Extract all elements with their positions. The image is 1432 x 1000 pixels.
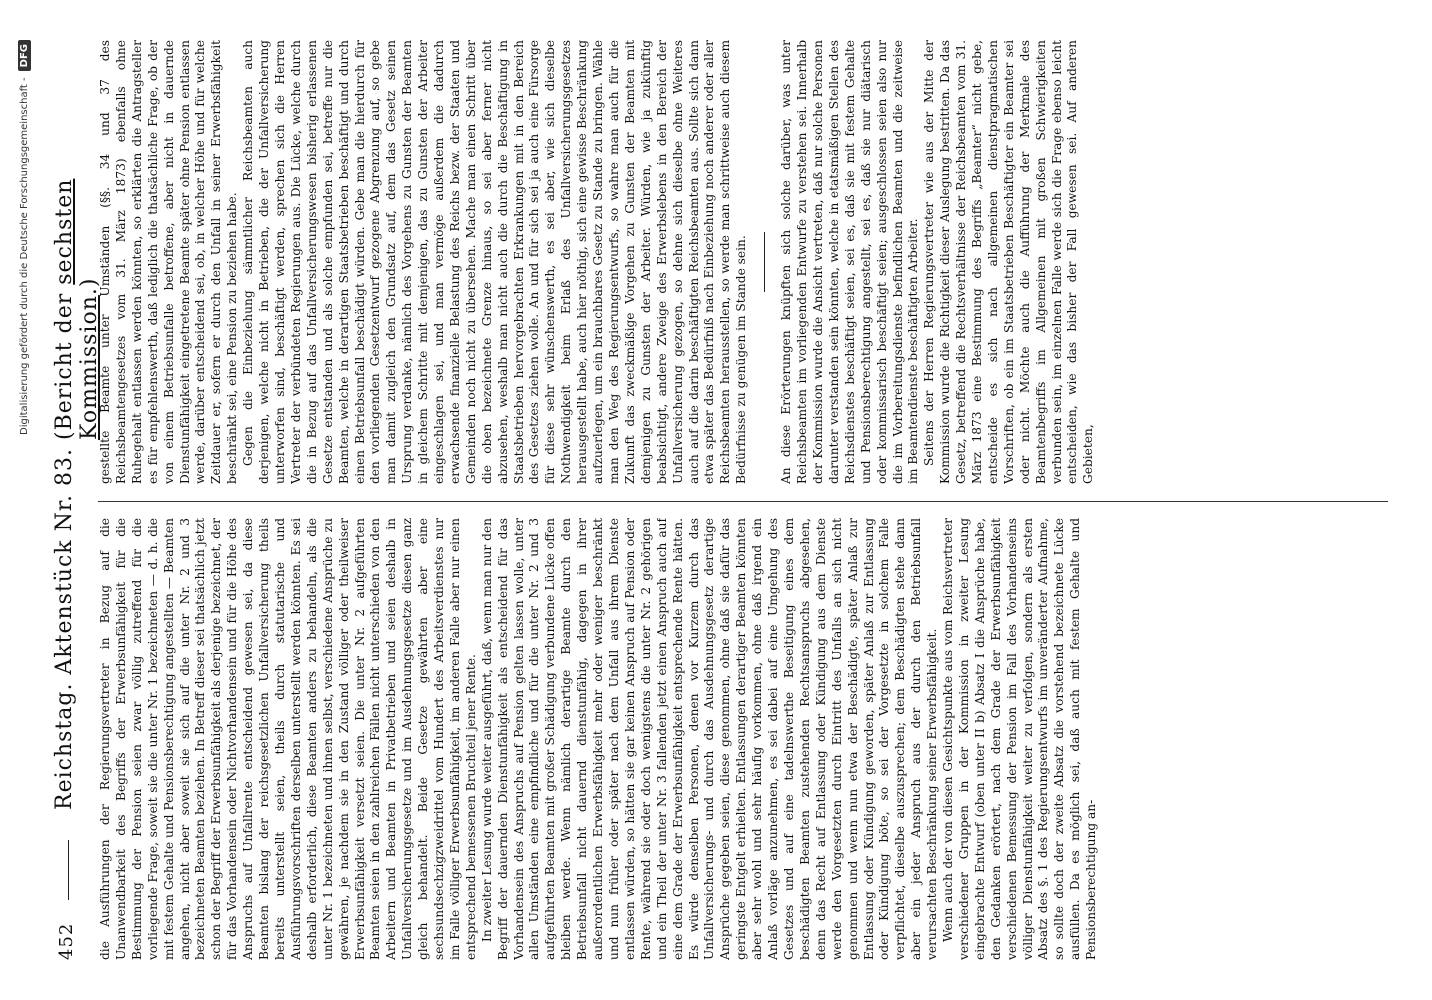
- document-reference: Reichstag. Aktenstück Nr. 83.: [52, 448, 77, 810]
- paragraph: die Ausführungen der Regierungsvertreter in Bezug auf die Unanwendbarkeit des Begriffs der Erwerbsunfähigkeit für die Bestimmung der Pension seien zwar völlig zutreffend für die vorliegende Frage, soweit sie die unter Nr. 1 bezeichneten — d. h. die mit festem Gehalte und Pensionsberechtigung angestellten — Beamten angehen, nicht aber soweit sie sich auf die unter Nr. 2 und 3 bezeichneten Beamten beziehen. In Betreff dieser sei thatsächlich jetzt schon der Begriff der Erwerbsunfähigkeit als derjenige bezeichnet, der für das Vorhandensein oder Nichtvorhandensein und für die Höhe des Anspruchs auf Unfallrente entscheidend gewesen sei, da diese Beamten bislang der reichsgesetzlichen Unfallversicherung theils bereits unterstellt seien, theils durch statutarische und Ausführungsvorschriften derselben unterstellt werden könnten. Es sei deshalb erforderlich, diese Beamten anders zu behandeln, als die unter Nr. 1 bezeichneten und ihnen selbst, verschiedene Ansprüche zu gewähren, je nachdem sie in den Zustand völliger oder theilweiser Erwerbsunfähigkeit versetzt seien. Die unter Nr. 2 aufgeführten Beamten seien in den zahlreichen Fällen nicht unterschieden von den Arbeitern und Beamten in Privatbetrieben und seien deshalb in Unfallversicherungsgesetze und im Ausdehnungsgesetze diesen ganz gleich behandelt. Beide Gesetze gewährten aber eine sechsundsechzigzweidrittel vom Hundert des Arbeitsverdienstes nur im Falle völliger Erwerbsunfähigkeit, im anderen Falle aber nur einen entsprechend bemessenen Bruchteil jener Rente.: [98, 518, 478, 960]
- paragraph: gestellte Beamte unter Umständen (§§. 34 und 37 des Reichsbeamtengesetzes vom 31. März 1873) ebenfalls ohne Ruhegehalt entlassen werden könnten, so erklärten die Antragsteller es für empfehlenswerth, daß lediglich die thatsächliche Frage, ob der von einem Betriebsunfalle betroffene, aber nicht in dauernde Dienstunfähigkeit eingetretene Beamte später ohne Pension entlassen werde, darüber entscheidend sei, ob, in welcher Höhe und für welche Zeitdauer er, sofern er durch den Unfall in seiner Erwerbsfähigkeit beschränkt sei, eine Pension zu beziehen habe.: [98, 40, 240, 484]
- report-title-prefix: (Bericht der: [52, 284, 77, 440]
- page-number: 452: [56, 922, 77, 960]
- paragraph: Gegen die Einbeziehung sämmtlicher Reichsbeamten auch derjenigen, welche nicht in Betrieben, die der Unfallversicherung unterworfen sind, beschäftigt werden, sprechen sich die Herren Vertreter der verbündeten Regierungen aus. Die Lücke, welche durch die in Bezug auf das Unfallversicherungswesen bisherig erlassenen Gesetze entstanden und als solche empfunden sei, betreffe nur die Beamten, welche in derartigen Staatsbetrieben beschäftigt und durch einen Betriebsunfall beschädigt würden. Gebe man die hierdurch für den vorliegenden Gesetzentwurf gezogene Abgrenzung auf, so gebe man damit zugleich den Grundsatz auf, dem das Gesetz seinen Ursprung verdanke, nämlich des Vorgehens zu Gunsten der Beamten in gleichem Schritte mit demjenigen, das zu Gunsten der Arbeiter eingeschlagen sei, und man vermöge außerdem die dadurch erwachsende finanzielle Belastung des Reichs bezw. der Staaten und Gemeinden noch nicht zu übersehen. Mache man einen Schritt über die oben bezeichnete Grenze hinaus, so sei aber ferner nicht abzusehen, weshalb man nicht auch die durch die Beschäftigung in Staatsbetrieben hervorgebrachten Erkrankungen mit in den Bereich des Gesetzes ziehen wolle. An und für sich sei ja auch eine Fürsorge für diese sehr wünschenswerth, es sei aber, wie sich dieselbe Nothwendigkeit beim Erlaß des Unfallversicherungsgesetzes herausgestellt habe, auch hier nöthig, sich eine gewisse Beschränkung aufzuerlegen, um ein brauchbares Gesetz zu Stande zu bringen. Wähle man den Weg des Regierungsentwurfs, so wahre man auch für die Zukunft das zweckmäßige Vorgehen zu Gunsten der Beamten mit demjenigen zu Gunsten der Arbeiter. Würden, wie ja zukünftig beabsichtigt, andere Zweige des Erwerbslebens in den Bereich der Unfallversicherung gezogen, so dehne sich dieselbe ohne Weiteres auch auf die darin beschäftigten Reichsbeamten aus. Sollte sich dann etwa später das Bedürfniß nach Einbeziehung noch anderer oder aller Reichsbeamten herausstellen, so werde man schrittweise auch diesem Bedürfnisse zu genügen im Stande sein.: [241, 40, 749, 484]
- header-rule: [68, 840, 69, 900]
- right-text-column: [98, 40, 1388, 484]
- page-header: [46, 40, 102, 960]
- paragraph: Seitens der Herren Regierungsvertreter wie aus der Mitte der Kommission wurde die Richtigkeit dieser Auslegung bestritten. Da das Gesetz, betreffend die Rechtsverhältnisse der Reichsbeamten vom 31. März 1873 eine Bestimmung des Begriffs „Beamter“ nicht gebe, entscheide es sich nach allgemeinen dienstpragmatischen Vorschriften, ob ein im Staatsbetrieben Beschäftigter ein Beamter sei oder nicht. Möchte auch die Aufführung der Merkmale des Beamtenbegriffs im Allgemeinen mit großen Schwierigkeiten verbunden sein, im einzelnen Falle werde sich die Frage ebenso leicht entscheiden, wie das bisher der Fall gewesen sei. Auf anderen Gebieten,: [922, 40, 1096, 484]
- paragraph: An diese Erörterungen knüpften sich solche darüber, was unter Reichsbeamten im vorliegenden Entwurfe zu verstehen sei. Innerhalb der Kommission wurde die Ansicht vertreten, daß nur solche Personen darunter verstanden sein könnten, welche in etatsmäßigen Stellen des Reichsdienstes beschäftigt seien, sei es, daß sie mit festem Gehalte und Pensionsberechtigung angestellt, sei es, daß sie nur diätarisch oder kommissarisch beschäftigt seien; ausgeschlossen seien also nur die im Vorbereitungsdienste befindlichen Beamten und die zeitweise im Beamtendienste beschäftigten Arbeiter.: [779, 40, 921, 484]
- dfg-logo: DFG: [18, 40, 31, 71]
- section-divider: [764, 232, 765, 292]
- digitization-text: Digitalisierung gefördert durch die Deutsche Forschungsgemeinschaft -: [18, 77, 30, 435]
- paragraph: Wenn auch der von diesen Gesichtspunkte aus vom Reichsvertreter verschiedener Gruppen in der Kommission in zweiter Lesung eingebrachte Entwurf (oben unter II b) Absatz I die Ansprüche habe, den Gedanken erörtert, nach dem Grade der Erwerbsunfähigkeit verschiedenen Bemessung der Pension im Fall des Vorhandenseins völliger Dienstunfähigkeit weiter zu verfolgen, sondern als ersten Absatz des §. 1 des Regierungsentwurfs im unveränderter Aufnahme, so sollte doch der zweite Absatz die vorstehend bezeichnete Lücke ausfüllen. Da es möglich sei, daß auch mit festem Gehalte und Pensionsberechtigung an-: [941, 518, 1099, 960]
- left-text-column: [98, 518, 1388, 960]
- digitization-note: [14, 40, 34, 960]
- report-title: [52, 40, 102, 440]
- column-divider: [98, 501, 1388, 502]
- report-title-suffix: .): [77, 277, 102, 296]
- paragraph: In zweiter Lesung wurde weiter ausgeführt, daß, wenn man nur den Begriff der dauernden Dienstunfähigkeit als entscheidend für das Vorhandensein des Anspruchs auf Pension gelten lassen wolle, unter allen Umständen eine empfindliche und für die unter Nr. 2 und 3 aufgeführten Beamten mit großer Schädigung verbundene Lücke offen bleiben werde. Wenn nämlich derartige Beamte durch den Betriebsunfall nicht dauernd dienstunfähig, dagegen in ihrer außerordentlichen Erwerbsfähigkeit mehr oder weniger beschränkt und nun früher oder später nach dem Unfall aus ihrem Dienste entlassen würden, so hätten sie gar keinen Anspruch auf Pension oder Rente, während sie oder doch wenigstens die unter Nr. 2 gehörigen und ein Theil der unter Nr. 3 fallenden jetzt einen Anspruch auch auf eine dem Grade der Erwerbsunfähigkeit entsprechende Rente hätten. Es würde denselben Personen, denen vor Kurzem durch das Unfallversicherungs- und durch das Ausdehnungsgesetz derartige Ansprüche gegeben seien, diese genommen, ohne daß sie dafür das geringste Entgelt erhielten. Entlassungen derartiger Beamten könnten aber sehr wohl und sehr häufig vorkommen, ohne daß irgend ein Anlaß vorläge anzunehmen, es sei dabei auf eine Umgehung des Gesetzes und auf eine tadelnswerthe Beseitigung eines dem beschädigten Beamten zustehenden Rechtsanspruchs abgesehen, denn das Recht auf Entlassung oder Kündigung aus dem Dienste werde den Vorgesetzten durch Eintritt des Unfalls an sich nicht genommen und wenn nun etwa der Beschädigte, später Anlaß zur Entlassung oder Kündigung geworden, später Anlaß zur Entlassung oder Kündigung böte, so sei der Vorgesetzte in solchem Falle verpflichtet, dieselbe auszusprechen; dem Beschädigten stehe dann aber ein jeder Anspruch aus der durch den Betriebsunfall verursachten Beschränkung seiner Erwerbsfähigkeit.: [479, 518, 940, 960]
- report-title-commission: sechsten Kommission: [52, 178, 102, 440]
